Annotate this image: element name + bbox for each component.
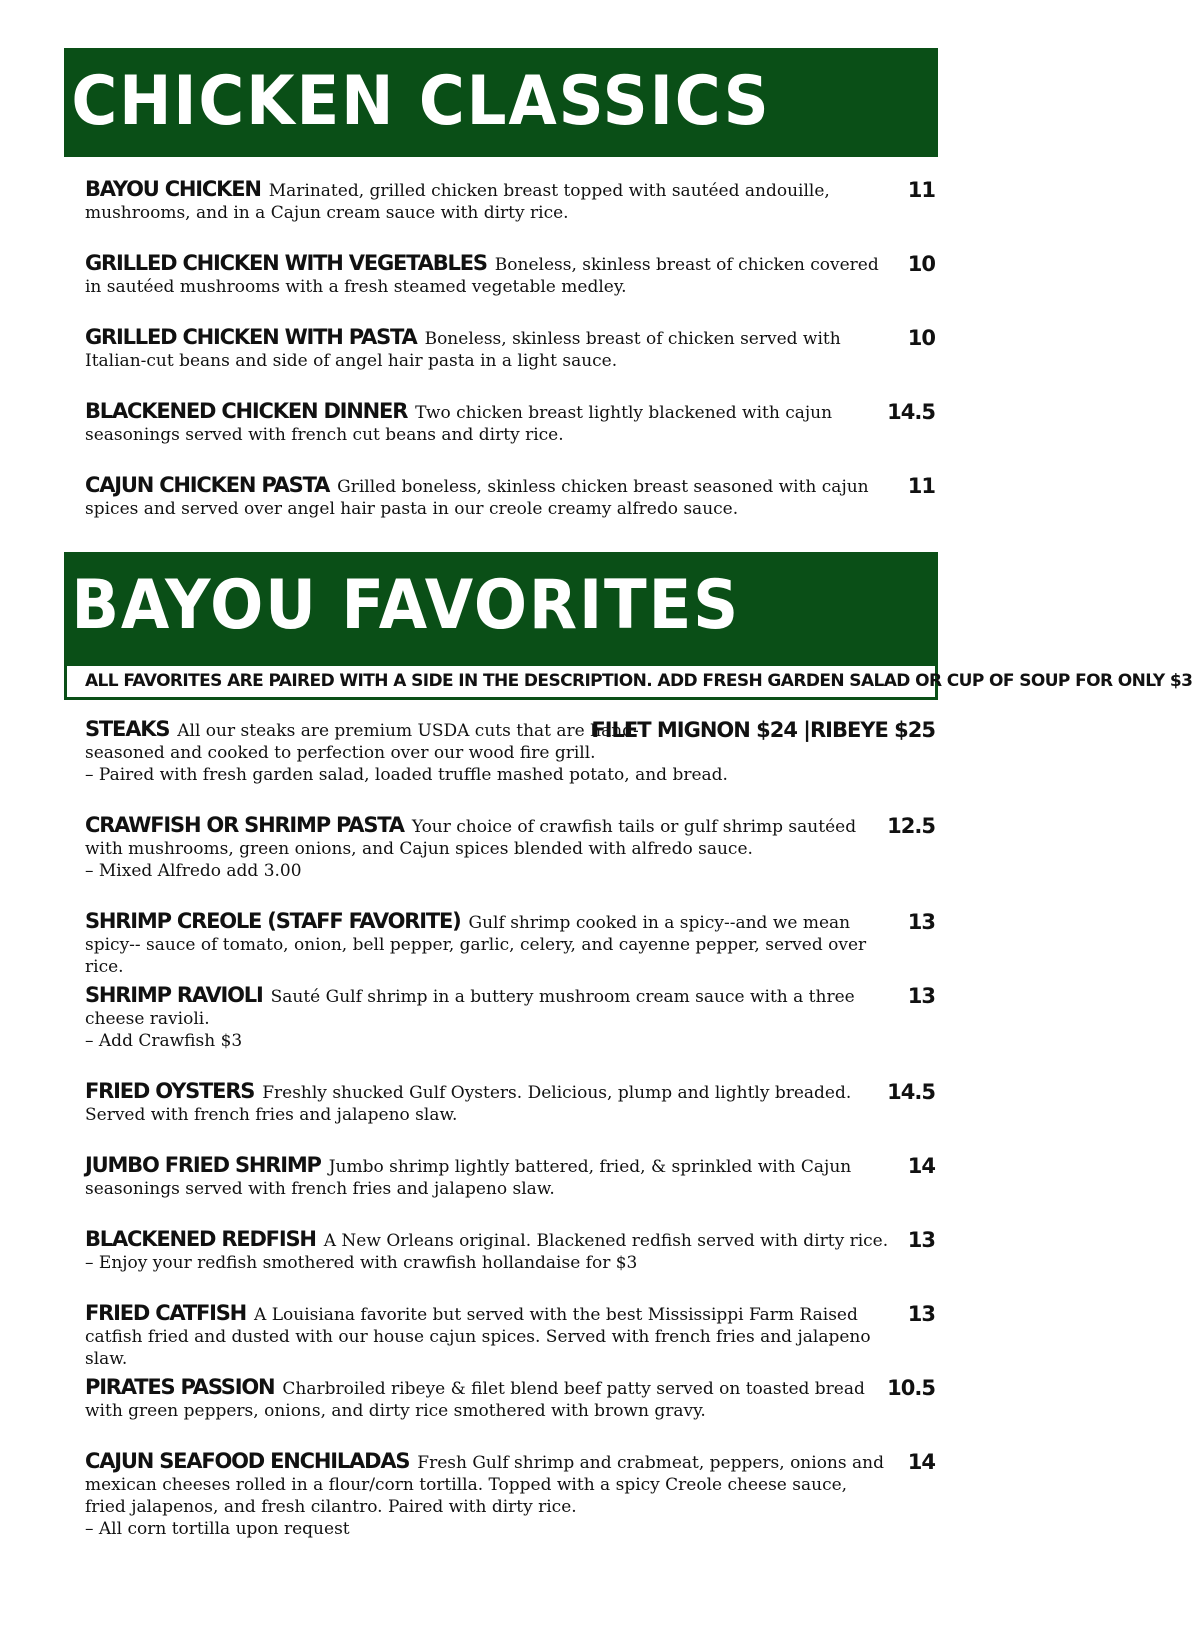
- item-note: – Paired with fresh garden salad, loaded truffle mashed potato, and bread.: [85, 765, 728, 785]
- menu-item: [85, 718, 935, 786]
- item-description: Two chicken breast lightly blackened with cajun seasonings served with french cut beans and dirty rice.: [85, 403, 833, 445]
- menu-item: [85, 1228, 935, 1274]
- item-description: Marinated, grilled chicken breast topped with sautéed andouille, mushrooms, and in a Cajun cream sauce with dirty rice.: [85, 181, 830, 223]
- item-description: Fresh Gulf shrimp and crabmeat, peppers, onions and mexican cheeses rolled in a flour/corn tortilla. Topped with a spicy Creole cheese sauce, fried jalapenos, and fresh cilantro. Paired with dirty rice.: [85, 1453, 884, 1517]
- item-price: 13: [907, 1302, 935, 1326]
- menu-item: [85, 984, 935, 1052]
- item-price: 11: [907, 178, 935, 202]
- item-description: Grilled boneless, skinless chicken breast seasoned with cajun spices and served over angel hair pasta in our creole creamy alfredo sauce.: [85, 477, 869, 519]
- item-description: Charbroiled ribeye & filet blend beef patty served on toasted bread with green peppers, onions, and dirty rice smothered with brown gravy.: [85, 1379, 865, 1421]
- item-price: FILET MIGNON $24 |RIBEYE $25: [591, 718, 935, 742]
- item-price: 13: [907, 910, 935, 934]
- item-name: CAJUN SEAFOOD ENCHILADAS: [85, 1449, 410, 1473]
- item-price: 10: [907, 326, 935, 350]
- section-header-chicken-classics: [64, 48, 938, 157]
- item-price: 14.5: [887, 400, 935, 424]
- item-name: SHRIMP RAVIOLI: [85, 983, 263, 1007]
- item-price: 13: [907, 1228, 935, 1252]
- item-note: – Mixed Alfredo add 3.00: [85, 861, 302, 881]
- item-name: CRAWFISH OR SHRIMP PASTA: [85, 813, 404, 837]
- item-description: Sauté Gulf shrimp in a buttery mushroom cream sauce with a three cheese ravioli.: [85, 987, 855, 1029]
- menu-item: [85, 252, 935, 298]
- item-name: STEAKS: [85, 717, 170, 741]
- menu-item: [85, 474, 935, 520]
- item-description: Gulf shrimp cooked in a spicy--and we mean spicy-- sauce of tomato, onion, bell pepper, garlic, celery, and cayenne pepper, served over rice.: [85, 913, 867, 977]
- menu-item: [85, 910, 935, 978]
- item-price: 10.5: [887, 1376, 935, 1400]
- item-name: GRILLED CHICKEN WITH PASTA: [85, 325, 417, 349]
- item-description: Boneless, skinless breast of chicken covered in sautéed mushrooms with a fresh steamed vegetable medley.: [85, 255, 879, 297]
- item-description: Freshly shucked Gulf Oysters. Delicious, plump and lightly breaded. Served with french fries and jalapeno slaw.: [85, 1083, 852, 1125]
- section-title: BAYOU FAVORITES: [71, 566, 741, 645]
- menu-item: [85, 1080, 935, 1126]
- item-note: – Add Crawfish $3: [85, 1031, 243, 1051]
- section-header-bayou-favorites: [64, 552, 1192, 700]
- item-price: 14: [907, 1450, 935, 1474]
- item-description: Jumbo shrimp lightly battered, fried, & sprinkled with Cajun seasonings served with french fries and jalapeno slaw.: [85, 1157, 852, 1199]
- item-description: A New Orleans original. Blackened redfish served with dirty rice.: [323, 1231, 889, 1251]
- item-name: SHRIMP CREOLE (STAFF FAVORITE): [85, 909, 461, 933]
- menu-item: [85, 814, 935, 882]
- menu-item: [85, 1376, 935, 1422]
- item-price: 14: [907, 1154, 935, 1178]
- menu-item: [85, 326, 935, 372]
- item-description: Your choice of crawfish tails or gulf shrimp sautéed with mushrooms, green onions, and Cajun spices blended with alfredo sauce.: [85, 817, 857, 859]
- item-name: FRIED OYSTERS: [85, 1079, 255, 1103]
- menu-item: [85, 1154, 935, 1200]
- item-price: 11: [907, 474, 935, 498]
- item-note: – Enjoy your redfish smothered with crawfish hollandaise for $3: [85, 1253, 638, 1273]
- item-price: 10: [907, 252, 935, 276]
- item-name: BLACKENED REDFISH: [85, 1227, 316, 1251]
- item-description: A Louisiana favorite but served with the best Mississippi Farm Raised catfish fried and dusted with our house cajun spices. Served with french fries and jalapeno slaw.: [85, 1305, 871, 1369]
- item-description: Boneless, skinless breast of chicken served with Italian-cut beans and side of angel hair pasta in a light sauce.: [85, 329, 841, 371]
- item-name: FRIED CATFISH: [85, 1301, 247, 1325]
- menu-item: [85, 1450, 935, 1540]
- item-name: BLACKENED CHICKEN DINNER: [85, 399, 408, 423]
- menu-item: [85, 178, 935, 224]
- item-name: BAYOU CHICKEN: [85, 177, 261, 201]
- item-price: 12.5: [887, 814, 935, 838]
- menu-item: [85, 400, 935, 446]
- item-description: All our steaks are premium USDA cuts that are hand-seasoned and cooked to perfection over our wood fire grill.: [85, 721, 639, 763]
- item-price: 13: [907, 984, 935, 1008]
- section-notice: ALL FAVORITES ARE PAIRED WITH A SIDE IN THE DESCRIPTION. ADD FRESH GARDEN SALAD OR CUP OF SOUP FOR ONLY $3: [67, 666, 935, 697]
- item-note: – All corn tortilla upon request: [85, 1519, 350, 1539]
- item-name: GRILLED CHICKEN WITH VEGETABLES: [85, 251, 487, 275]
- item-price: 14.5: [887, 1080, 935, 1104]
- item-name: PIRATES PASSION: [85, 1375, 275, 1399]
- item-name: CAJUN CHICKEN PASTA: [85, 473, 330, 497]
- item-name: JUMBO FRIED SHRIMP: [85, 1153, 321, 1177]
- section-title: CHICKEN CLASSICS: [71, 62, 771, 141]
- menu-item: [85, 1302, 935, 1370]
